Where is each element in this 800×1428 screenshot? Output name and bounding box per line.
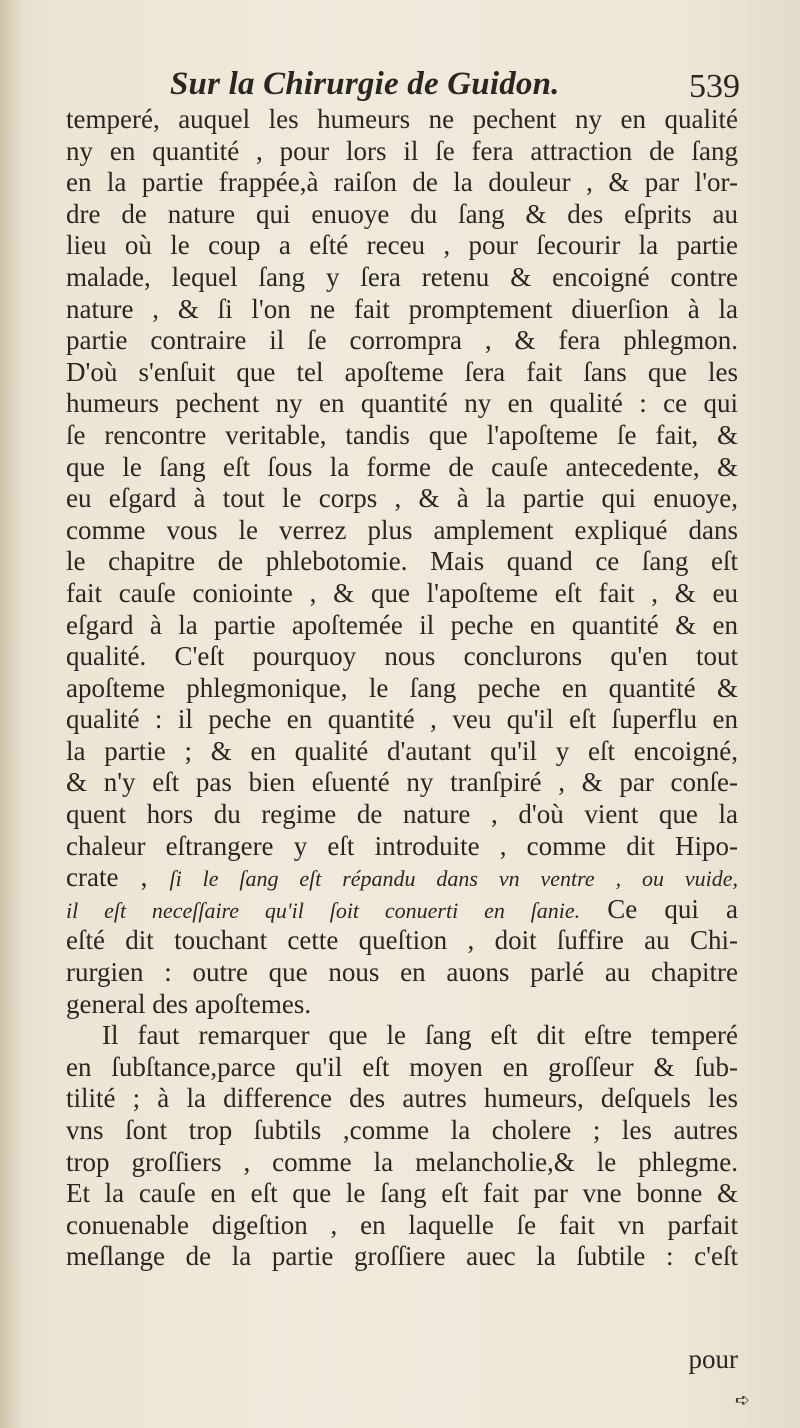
text-line: rurgien : outre que nous en auons parlé au chapitre <box>66 957 738 988</box>
text-line: tilité ; à la difference des autres humeurs, deſquels les <box>66 1083 738 1114</box>
hippocrates-quotation-end: il eſt neceſſaire qu'il ſoit conuerti en ſanie. <box>66 897 581 923</box>
ornament-mark: ➪ <box>734 1390 750 1411</box>
text-line: la partie ; & en qualité d'autant qu'il y eſt encoigné, <box>66 735 738 766</box>
text-line: en la partie frappée,à raiſon de la douleur , & par l'or- <box>66 167 738 198</box>
running-title: Sur la Chirurgie de Guidon. <box>170 66 560 102</box>
text-line: apoſteme phlegmonique, le ſang peche en quantité & <box>66 672 738 703</box>
text-line: que le ſang eſt ſous la forme de cauſe antecedente, & <box>66 451 738 482</box>
text-line: fait cauſe coniointe , & que l'apoſteme eſt fait , & eu <box>66 577 738 608</box>
text-line: conuenable digeſtion , en laquelle ſe fait vn parfait <box>66 1209 738 1240</box>
text-line: D'où s'enſuit que tel apoſteme ſera fait ſans que les <box>66 356 738 387</box>
text-line: temperé, auquel les humeurs ne pechent ny en qualité <box>66 104 738 134</box>
text-line: nature , & ſi l'on ne fait promptement diuerſion à la <box>66 293 738 324</box>
text-line: eſgard à la partie apoſtemée il peche en quantité & en <box>66 609 738 640</box>
text-line: malade, lequel ſang y ſera retenu & encoigné contre <box>66 261 738 292</box>
text-line: ny en quantité , pour lors il ſe fera attraction de ſang <box>66 135 738 166</box>
main-text <box>66 104 738 1273</box>
text-line: qualité : il peche en quantité , veu qu'il eſt ſuperflu en <box>66 704 738 735</box>
text-line: meſlange de la partie groſſiere auec la ſubtile : c'eſt <box>66 1241 738 1272</box>
text-line: trop groſſiers , comme la melancholie,& le phlegme. <box>66 1146 738 1177</box>
text-line: Et la cauſe en eſt que le ſang eſt fait par vne bonne & <box>66 1178 738 1209</box>
text-line-quotation <box>66 862 738 894</box>
text-line: le chapitre de phlebotomie. Mais quand ce ſang eſt <box>66 546 738 577</box>
text-line: qualité. C'eſt pourquoy nous conclurons qu'en tout <box>66 641 738 672</box>
page-gutter-shadow <box>0 0 22 1428</box>
quote-continuation: Ce qui a <box>580 893 738 924</box>
hippocrates-quotation: ſi le ſang eſt répandu dans vn ventre , ou vuide, <box>169 866 738 892</box>
text-line: eu eſgard à tout le corps , & à la partie qui enuoye, <box>66 483 738 514</box>
text-line: en ſubſtance,parce qu'il eſt moyen en groſſeur & ſub- <box>66 1051 738 1082</box>
paragraph-first-line: Il faut remarquer que le ſang eſt dit eſtre temperé <box>102 1020 738 1051</box>
catchword: pour <box>688 1344 738 1374</box>
text-line: general des apoſtemes. <box>66 988 312 1019</box>
text-line: eſté dit touchant cette queſtion , doit ſuffire au Chi- <box>66 925 738 956</box>
text-line: humeurs pechent ny en quantité ny en qualité : ce qui <box>66 388 738 419</box>
text-line: lieu où le coup a eſté receu , pour ſecourir la partie <box>66 230 738 261</box>
text-line: & n'y eſt pas bien eſuenté ny tranſpiré , & par conſe- <box>66 767 738 798</box>
text-line: dre de nature qui enuoye du ſang & des eſprits au <box>66 198 738 229</box>
text-line: quent hors du regime de nature , d'où vient que la <box>66 799 738 830</box>
quote-lead-in: crate , <box>66 862 170 893</box>
text-line: comme vous le verrez plus amplement expliqué dans <box>66 514 738 545</box>
text-line: ſe rencontre veritable, tandis que l'apoſteme ſe fait, & <box>66 419 738 450</box>
page-number: 539 <box>689 68 740 105</box>
text-line: chaleur eſtrangere y eſt introduite , comme dit Hipo- <box>66 830 738 861</box>
text-line: partie contraire il ſe corrompra , & fera phlegmon. <box>66 325 738 356</box>
text-line: vns ſont trop ſubtils ,comme la cholere ; les autres <box>66 1115 738 1145</box>
text-line-quotation <box>66 894 738 926</box>
